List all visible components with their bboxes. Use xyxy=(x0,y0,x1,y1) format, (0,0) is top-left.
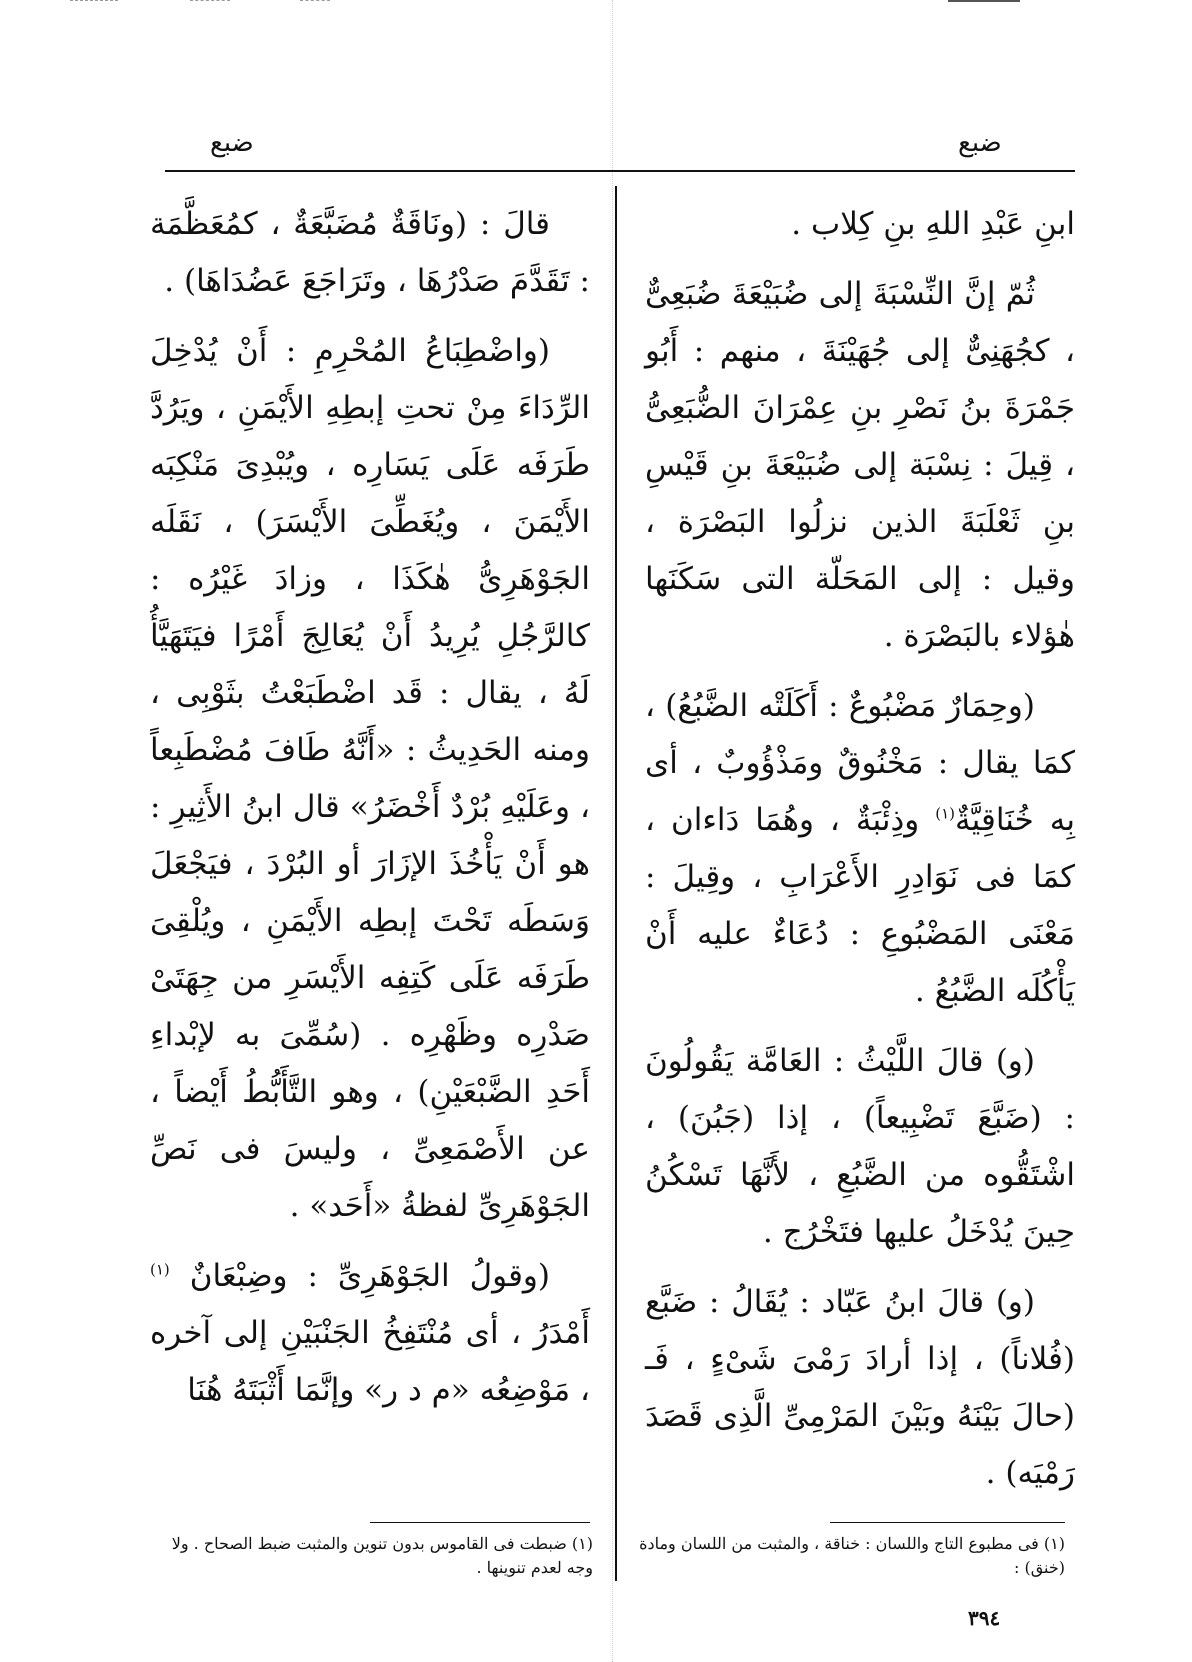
left-column xyxy=(150,196,590,1432)
paragraph-text: (وحِمَارٌ مَضْبُوعٌ : أَكَلَتْه الضَّبُعُ) ، كمَا يقال : مَخْنُوقٌ ومَذْؤُوبٌ ، أى بِه خُنَاقِيَّةٌ xyxy=(645,688,1075,838)
paragraph-text: أَمْدَرُ ، أى مُنْتَفِخُ الجَنْبَيْنِ إلى آخره ، مَوْضِعُه «م د ر» وإنَّمَا أَثْبَتَهُ هُنَا xyxy=(150,1315,590,1408)
paragraph: (و) قالَ اللَّيْثُ : العَامَّة يَقُولُونَ : (ضَبَّعَ تَضْبِيعاً) ، إذا (جَبُنَ) ، اشْتَقُّوه من الضَّبُعِ ، لأَنَّهَا تَسْكُنُ حِينَ يُدْخَلُ عليها فتَخْرُج . xyxy=(645,1043,1075,1250)
scan-edge-mark xyxy=(300,0,330,2)
paragraph-text: (وقولُ الجَوْهَرِىِّ : وضِبْعَانٌ xyxy=(189,1258,550,1294)
paragraph xyxy=(645,678,1075,1020)
page-number: ٣٩٤ xyxy=(968,1606,1001,1630)
footnote-right: (١) فى مطبوع التاج واللسان : خناقة ، والمثبت من اللسان ومادة (خنق) : xyxy=(639,1534,1065,1577)
paragraph xyxy=(150,1248,590,1419)
paragraph: (واضْطِبَاعُ المُحْرِمِ : أَنْ يُدْخِلَ الرِّدَاءَ مِنْ تحتِ إبطِهِ الأَيْمَنِ ، ويَرُدَّ طَرَفَه عَلَى يَسَارِه ، ويُبْدِىَ مَنْكِبَه الأَيْمَنَ ، ويُغَطِّىَ الأَيْسَرَ) ، نَقَلَه الجَوْهَرِىُّ هٰكَذَا ، وزادَ غَيْرُه : كالرَّجُلِ يُرِيدُ أَنْ يُعَالِجَ أَمْرًا فيَتَهَيَّأُ لَهُ ، يقال : قَد اضْطَبَعْتُ بثَوْبِى ، ومنه الحَدِيثُ : «أَنَّهُ طَافَ مُضْطَبِعاً ، وعَلَيْهِ بُرْدٌ أَخْضَرُ» قال ابنُ الأَثِيرِ : هو أَنْ يَأْخُذَ الإزَارَ أو البُرْدَ ، فيَجْعَلَ وَسَطَه تَحْتَ إبطِه الأَيْمَنِ ، ويُلْقِىَ طَرَفَه عَلَى كَتِفِه الأَيْسَرِ من جِهَتَىْ صَدْرِه وظَهْرِه . (سُمِّىَ به لإبْداءِ أَحَدِ الضَّبْعَيْنِ) ، وهو التَّأَبُّطُ أَيْضاً ، عن الأَصْمَعِىِّ ، وليسَ فى نَصِّ الجَوْهَرِىِّ لفظةُ «أَحَد» . xyxy=(150,333,590,1224)
paragraph: (و) قالَ ابنُ عَبّاد : يُقَالُ : ضَبَّع (فُلاناً) ، إذا أرادَ رَمْىَ شَىْءٍ ، فَـ (حالَ بَيْنَهُ وبَيْنَ المَرْمِىِّ الَّذِى قَصَدَ رَمْيَه) . xyxy=(645,1284,1075,1491)
footnote-left: (١) ضبطت فى القاموس بدون تنوين والمثبت ضبط الصحاح . ولا وجه لعدم تنوينها . xyxy=(171,1534,593,1577)
footnote-rule-left xyxy=(370,1522,590,1523)
footnote-marker: (١) xyxy=(150,1260,170,1279)
header-rule xyxy=(165,170,1075,172)
header-word-left: ضبع xyxy=(210,128,254,158)
scan-edge-mark xyxy=(190,0,230,2)
paragraph-text: وذِئْبَةٌ ، وهُمَا دَاءان ، كمَا فى نَوَادِرِ الأَعْرَابِ ، وقِيلَ : مَعْنَى المَضْبُوعِ : دُعَاءٌ عليه أَنْ يَأْكُلَه الضَّبُعُ . xyxy=(645,802,1075,1009)
scan-edge-mark xyxy=(70,0,118,2)
footnote-marker: (١) xyxy=(935,804,956,823)
scan-edge-mark xyxy=(948,0,1020,3)
right-column xyxy=(645,196,1075,1515)
header-word-right: ضبع xyxy=(958,128,1002,158)
footnote-rule-right xyxy=(830,1522,1065,1523)
column-divider xyxy=(615,186,617,1581)
paragraph: ابنِ عَبْدِ اللهِ بنِ كِلاب . xyxy=(791,206,1075,242)
fold-guide xyxy=(612,0,613,1662)
paragraph: ثُمّ إنَّ النِّسْبَةَ إلى ضُبَيْعَةَ ضُبَعِىٌّ ، كجُهَنِىٌّ إلى جُهَيْنَةَ ، منهم : أَبُو جَمْرَةَ بنُ نَصْرِ بنِ عِمْرَانَ الضُّبَعِىُّ ، قِيلَ : نِسْبَة إلى ضُبَيْعَةَ بنِ قَيْسِ بنِ ثَعْلَبَةَ الذين نزلُوا البَصْرَة ، وقيل : إلى المَحَلّة التى سَكَنَها هٰؤلاء بالبَصْرَة . xyxy=(645,276,1075,654)
paragraph: قالَ : (ونَاقَةٌ مُضَبَّعَةٌ ، كمُعَظَّمَة : تَقَدَّمَ صَدْرُهَا ، وتَرَاجَعَ عَضُدَاهَا) . xyxy=(150,206,590,299)
